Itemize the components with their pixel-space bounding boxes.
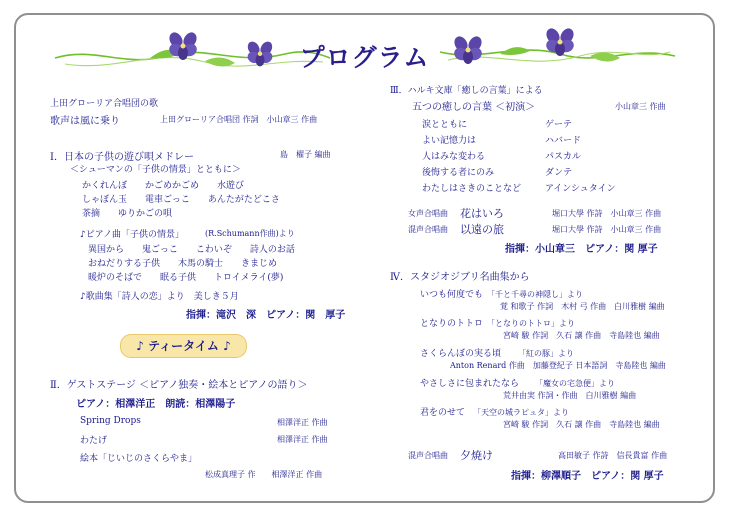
ghibli-song-film: 「紅の豚」より <box>518 349 574 358</box>
section3-heading: Ⅲ．ハルキ文庫「癒しの言葉」による <box>390 86 543 96</box>
ghibli-song-title: となりのトトロ <box>420 319 484 329</box>
phrase: 後悔する者にのみ <box>422 168 495 178</box>
section3-subtitle: 五つの癒しの言葉 ＜初演＞ <box>412 102 536 113</box>
ghibli-song-credit: 宮崎 駿 作詞 久石 譲 作曲 寺島陸也 編曲 <box>503 331 660 340</box>
piano-note: (R.Schumann作曲)より <box>205 229 295 238</box>
extra-label: 女声合唱曲 <box>408 209 448 218</box>
ghibli-song-title: いつも何度でも <box>420 290 484 300</box>
ghibli-song-film: 「となりのトトロ」より <box>487 319 575 328</box>
intro-line-1: 上田グローリア合唱団の歌 <box>50 99 159 109</box>
item-credit: 相澤洋正 作曲 <box>277 435 328 444</box>
piano-line-3: 暖炉のそばで 眠る子供 トロイメライ(夢) <box>88 273 284 283</box>
phrase: 涙とともに <box>422 120 468 130</box>
section3-credit: 小山章三 作曲 <box>615 102 666 111</box>
ghibli-song-title: 君をのせて <box>420 408 466 418</box>
ghibli-song-credit: 荒井由実 作詞・作曲 白川雅樹 編曲 <box>503 391 637 400</box>
finale-label: 混声合唱曲 <box>408 451 448 460</box>
item-title: Spring Drops <box>80 416 141 426</box>
game-line-2: しゃぼん玉 電車ごっこ あんたがたどこさ <box>82 195 280 205</box>
extra-label: 混声合唱曲 <box>408 225 448 234</box>
piano-line-2: おねだりする子供 木馬の騎士 きまじめ <box>88 259 278 269</box>
game-line-1: かくれんぼ かごめかごめ 水遊び <box>82 181 245 191</box>
phrase: よい記憶力は <box>422 136 477 146</box>
page-title: プログラム <box>299 43 430 72</box>
section2-performers: ピアノ：相澤洋正 朗読：相澤陽子 <box>76 399 236 410</box>
extra-title: 花はいろ <box>460 207 504 220</box>
section1-subtitle: ＜シューマンの「子供の情景」とともに＞ <box>70 165 241 175</box>
section4-performers: 指揮：柳澤順子 ピアノ：関 厚子 <box>511 471 664 482</box>
finale-credit: 高田敏子 作詩 信長貴富 作曲 <box>558 451 668 460</box>
ghibli-song-title: やさしさに包まれたなら <box>420 379 520 389</box>
finale-title: 夕焼け <box>460 449 493 462</box>
extra-title: 以遠の旅 <box>460 223 504 236</box>
piano-title: ♪ピアノ曲「子供の情景」 <box>80 230 185 240</box>
ghibli-song-film: 「天空の城ラピュタ」より <box>473 408 569 417</box>
ghibli-song-film: 「千と千尋の神隠し」より <box>487 290 583 299</box>
item-title: わたげ <box>80 436 108 446</box>
phrase: 人はみな変わる <box>422 152 486 162</box>
song-line: ♪歌曲集「詩人の恋」より 美しき５月 <box>80 292 239 302</box>
extra-credit: 堀口大學 作詩 小山章三 作曲 <box>552 225 662 234</box>
ghibli-song-film: 「魔女の宅急便」より <box>535 379 615 388</box>
author: パスカル <box>545 152 582 162</box>
book-credit: 松成真理子 作 相澤洋正 作曲 <box>205 470 323 479</box>
author: ハバード <box>545 136 582 146</box>
section3-performers: 指揮：小山章三 ピアノ：関 厚子 <box>505 244 658 255</box>
game-line-3: 茶摘 ゆりかごの唄 <box>82 209 173 219</box>
item-title: 絵本「じいじのさくらやま」 <box>80 454 198 464</box>
tea-time-badge: ♪ ティータイム ♪ <box>120 334 247 358</box>
section4-heading: Ⅳ．スタジオジブリ名曲集から <box>390 272 530 283</box>
author: アインシュタイン <box>545 184 616 194</box>
section1-heading: Ⅰ．日本の子供の遊び唄メドレー <box>50 152 194 163</box>
intro-line-2: 歌声は風に乗り <box>50 116 120 127</box>
intro-credit: 上田グローリア合唱団 作詞 小山章三 作曲 <box>160 115 318 124</box>
ghibli-song-credit: 覚 和歌子 作詞 木村 弓 作曲 白川雅樹 編曲 <box>500 302 665 311</box>
ghibli-song-credit: Anton Renard 作曲 加藤登紀子 日本語詞 寺島陸也 編曲 <box>450 361 666 370</box>
extra-credit: 堀口大學 作詩 小山章三 作曲 <box>552 209 662 218</box>
section1-performers: 指揮：滝沢 深 ピアノ：関 厚子 <box>186 310 346 321</box>
section2-heading: Ⅱ．ゲストステージ ＜ピアノ独奏・絵本とピアノの語り＞ <box>50 380 308 391</box>
piano-line-1: 異国から 鬼ごっこ こわいぞ 詩人のお話 <box>88 245 295 255</box>
section1-credit: 島 櫂子 編曲 <box>280 150 331 159</box>
author: ゲーテ <box>545 120 573 130</box>
ghibli-song-credit: 宮崎 駿 作詞 久石 譲 作曲 寺島陸也 編曲 <box>503 420 660 429</box>
author: ダンテ <box>545 168 573 178</box>
phrase: わたしはさきのことなど <box>422 184 522 194</box>
ghibli-song-title: さくらんぼの実る頃 <box>420 349 502 359</box>
item-credit: 相澤洋正 作曲 <box>277 418 328 427</box>
